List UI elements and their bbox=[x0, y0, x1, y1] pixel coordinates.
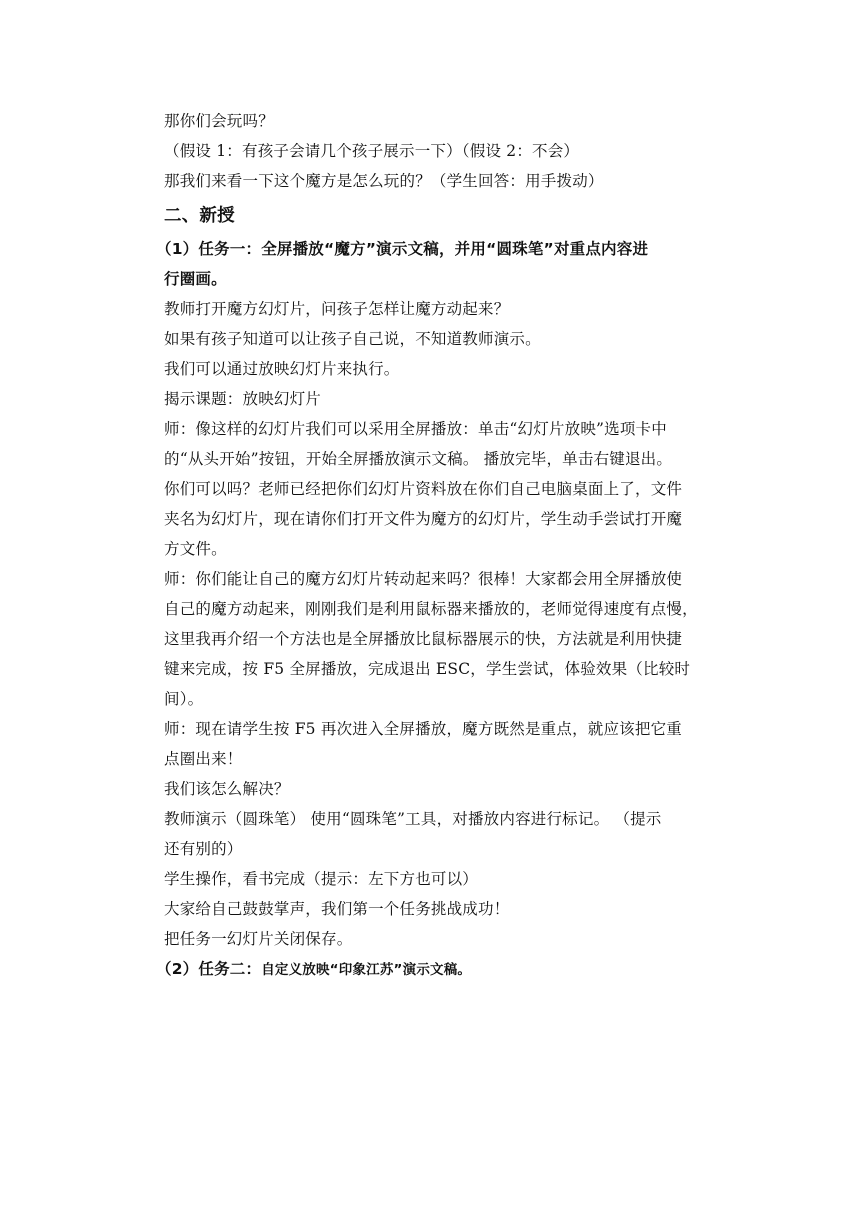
paragraph: 还有别的） bbox=[164, 840, 243, 858]
paragraph: 夹名为幻灯片，现在请你们打开文件为魔方的幻灯片，学生动手尝试打开魔 bbox=[164, 510, 683, 528]
paragraph: 键来完成，按 F5 全屏播放，完成退出 ESC，学生尝试，体验效果（比较时 bbox=[164, 660, 691, 678]
paragraph: 方文件。 bbox=[164, 540, 227, 558]
paragraph: 大家给自己鼓鼓掌声，我们第一个任务挑战成功！ bbox=[164, 900, 510, 918]
paragraph: 间）。 bbox=[164, 690, 204, 708]
task-one-number: （1） bbox=[156, 240, 199, 258]
paragraph: 揭示课题：放映幻灯片 bbox=[164, 390, 322, 408]
paragraph: 我们该怎么解决？ bbox=[164, 780, 290, 798]
paragraph: 如果有孩子知道可以让孩子自己说，不知道教师演示。 bbox=[164, 330, 541, 348]
section-heading: 二、新授 bbox=[164, 206, 235, 226]
task-one-title-line2: 行圈画。 bbox=[164, 270, 227, 288]
paragraph: （假设 1：有孩子会请几个孩子展示一下）（假设 2：不会） bbox=[164, 142, 580, 160]
document-page bbox=[156, 106, 734, 985]
paragraph: 我们可以通过放映幻灯片来执行。 bbox=[164, 360, 400, 378]
paragraph: 的“从头开始”按钮，开始全屏播放演示文稿。 播放完毕，单击右键退出。 bbox=[164, 450, 673, 468]
task-two-number: （2）任务二： bbox=[156, 960, 262, 978]
task-one-heading bbox=[156, 234, 734, 264]
paragraph: 点圈出来！ bbox=[164, 750, 243, 768]
paragraph: 教师打开魔方幻灯片，问孩子怎样让魔方动起来？ bbox=[164, 300, 510, 318]
task-two-heading bbox=[156, 954, 734, 985]
paragraph: 自己的魔方动起来，刚刚我们是利用鼠标器来播放的，老师觉得速度有点慢， bbox=[164, 600, 698, 618]
paragraph: 师：现在请学生按 F5 再次进入全屏播放，魔方既然是重点，就应该把它重 bbox=[164, 720, 682, 738]
paragraph: 那你们会玩吗？ bbox=[164, 112, 274, 130]
paragraph: 这里我再介绍一个方法也是全屏播放比鼠标器展示的快，方法就是利用快捷 bbox=[164, 630, 683, 648]
paragraph: 把任务一幻灯片关闭保存。 bbox=[164, 930, 353, 948]
paragraph: 教师演示（圆珠笔） 使用“圆珠笔”工具，对播放内容进行标记。 （提示 bbox=[164, 810, 662, 828]
paragraph: 师：你们能让自己的魔方幻灯片转动起来吗？很棒！大家都会用全屏播放使 bbox=[164, 570, 683, 588]
paragraph: 那我们来看一下这个魔方是怎么玩的？（学生回答：用手拨动） bbox=[164, 172, 604, 190]
paragraph: 师：像这样的幻灯片我们可以采用全屏播放：单击“幻灯片放映”选项卡中 bbox=[164, 420, 667, 438]
task-one-title-line1: 任务一：全屏播放“魔方”演示文稿，并用“圆珠笔”对重点内容进 bbox=[198, 240, 649, 258]
paragraph: 你们可以吗？老师已经把你们幻灯片资料放在你们自己电脑桌面上了，文件 bbox=[164, 480, 683, 498]
paragraph: 学生操作，看书完成（提示：左下方也可以） bbox=[164, 870, 479, 888]
task-two-title: 自定义放映“印象江苏”演示文稿。 bbox=[261, 962, 472, 978]
